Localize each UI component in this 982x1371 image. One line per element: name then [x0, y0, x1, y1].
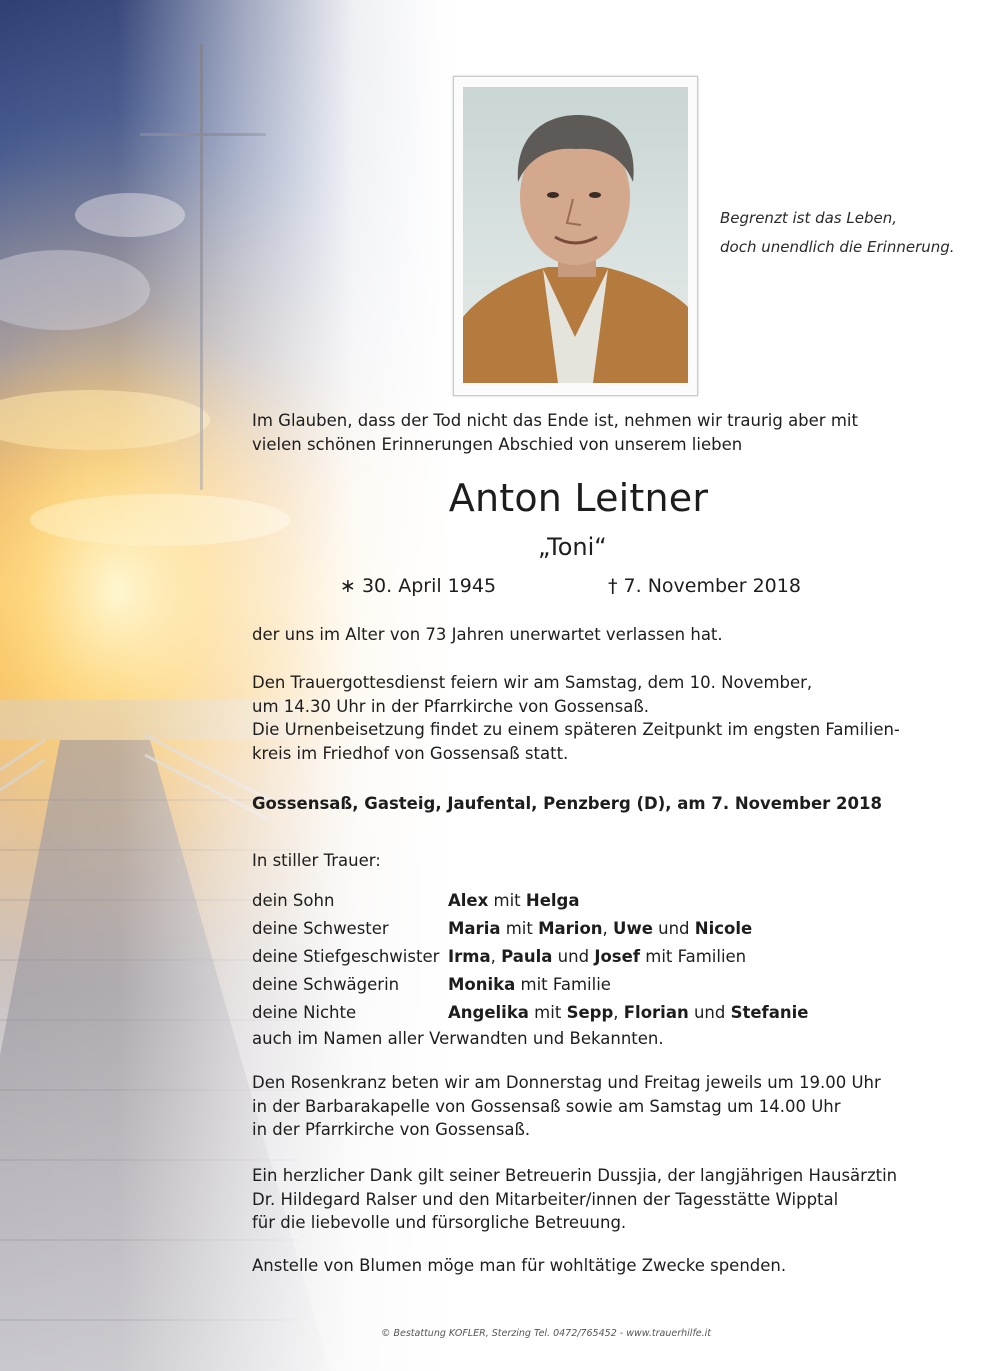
- mourner-relation: dein Sohn: [252, 891, 335, 910]
- service-line: kreis im Friedhof von Gossensaß statt.: [252, 743, 569, 763]
- rosary-paragraph: [252, 1071, 881, 1142]
- mourner-connector: mit Familie: [515, 975, 611, 994]
- deceased-name-block: [0, 476, 982, 520]
- mourner-relation: deine Schwester: [252, 919, 389, 938]
- mourner-name: Florian: [623, 1003, 689, 1022]
- place-date-line: Gossensaß, Gasteig, Jaufental, Penzberg (D), am 7. November 2018: [252, 794, 882, 813]
- mourner-connector: mit Familien: [640, 947, 747, 966]
- mourner-names: [448, 999, 808, 1027]
- mourner-names: [448, 887, 580, 915]
- mourner-names: [448, 943, 746, 971]
- mourner-name: Paula: [501, 947, 553, 966]
- rosary-line: in der Barbarakapelle von Gossensaß sowie am Samstag um 14.00 Uhr: [252, 1096, 841, 1116]
- footer-text: © Bestattung KOFLER, Sterzing Tel. 0472/765452 - www.trauerhilfe.it: [380, 1328, 712, 1339]
- mourner-connector: ,: [613, 1003, 624, 1022]
- mourner-relation: deine Nichte: [252, 1003, 357, 1022]
- intro-paragraph: [252, 409, 858, 456]
- intro-line: vielen schönen Erinnerungen Abschied von unserem lieben: [252, 434, 743, 454]
- service-line: Die Urnenbeisetzung findet zu einem späteren Zeitpunkt im engsten Familien-: [252, 720, 900, 739]
- mourner-names: [448, 971, 611, 999]
- service-line: um 14.30 Uhr in der Pfarrkirche von Gossensaß.: [252, 696, 649, 716]
- deceased-nickname: „Toni“: [538, 533, 607, 561]
- thanks-line: Dr. Hildegard Ralser und den Mitarbeiter/innen der Tagesstätte Wipptal: [252, 1189, 839, 1209]
- age-line: der uns im Alter von 73 Jahren unerwartet verlassen hat.: [252, 625, 723, 644]
- rosary-line: in der Pfarrkirche von Gossensaß.: [252, 1120, 531, 1139]
- mourner-names: [448, 915, 752, 943]
- mourner-relation: deine Schwägerin: [252, 975, 400, 994]
- quote-line: doch unendlich die Erinnerung.: [720, 238, 955, 256]
- mourner-row: [252, 999, 808, 1027]
- mourner-row: [252, 915, 808, 943]
- quote-line: Begrenzt ist das Leben,: [720, 209, 898, 227]
- mourner-connector: mit: [500, 919, 539, 938]
- portrait-photo: [463, 87, 688, 383]
- thanks-paragraph: [252, 1164, 897, 1235]
- mourner-connector: ,: [602, 919, 614, 938]
- mourner-name: Irma: [448, 947, 491, 966]
- rosary-line: Den Rosenkranz beten wir am Donnerstag und Freitag jeweils um 19.00 Uhr: [252, 1073, 881, 1092]
- cross-horizontal-bar: [140, 133, 266, 136]
- mourner-connector: und: [552, 947, 595, 966]
- relatives-line: auch im Namen aller Verwandten und Bekannten.: [252, 1029, 664, 1048]
- mourner-name: Stefanie: [730, 1003, 809, 1022]
- mourner-name: Marion: [538, 919, 603, 938]
- mourner-name: Josef: [594, 947, 640, 966]
- service-line: Den Trauergottesdienst feiern wir am Samstag, dem 10. November,: [252, 673, 813, 692]
- flowers-line: Anstelle von Blumen möge man für wohltätige Zwecke spenden.: [252, 1256, 787, 1275]
- footer-credit: [0, 1328, 982, 1339]
- mourner-name: Alex: [448, 891, 489, 910]
- mourner-name: Maria: [448, 919, 501, 938]
- mourner-connector: und: [688, 1003, 731, 1022]
- mourner-connector: ,: [490, 947, 502, 966]
- mourner-connector: und: [652, 919, 695, 938]
- mourners-list: [252, 887, 808, 1027]
- mourner-name: Uwe: [613, 919, 653, 938]
- death-date: † 7. November 2018: [608, 575, 801, 597]
- mourner-connector: mit: [488, 891, 526, 910]
- thanks-line: für die liebevolle und fürsorgliche Betreuung.: [252, 1213, 627, 1232]
- mourner-name: Angelika: [448, 1003, 529, 1022]
- mourner-name: Monika: [448, 975, 516, 994]
- mourner-relation: deine Stiefgeschwister: [252, 947, 440, 966]
- mourner-row: [252, 943, 808, 971]
- mourner-name: Helga: [525, 891, 580, 910]
- mourner-name: Sepp: [566, 1003, 614, 1022]
- thanks-line: Ein herzlicher Dank gilt seiner Betreuerin Dussjia, der langjährigen Hausärztin: [252, 1166, 898, 1185]
- deceased-name: Anton Leitner: [448, 476, 709, 520]
- intro-line: Im Glauben, dass der Tod nicht das Ende ist, nehmen wir traurig aber mit: [252, 411, 858, 430]
- mourners-intro: In stiller Trauer:: [252, 851, 381, 870]
- cross-vertical-bar: [200, 44, 203, 490]
- mourner-name: Nicole: [694, 919, 753, 938]
- service-paragraph: [252, 671, 900, 765]
- mourner-row: [252, 887, 808, 915]
- birth-date: ∗ 30. April 1945: [340, 575, 497, 597]
- mourner-connector: mit: [528, 1003, 567, 1022]
- portrait-frame: [453, 76, 698, 396]
- memorial-quote: [720, 204, 970, 262]
- mourner-row: [252, 971, 808, 999]
